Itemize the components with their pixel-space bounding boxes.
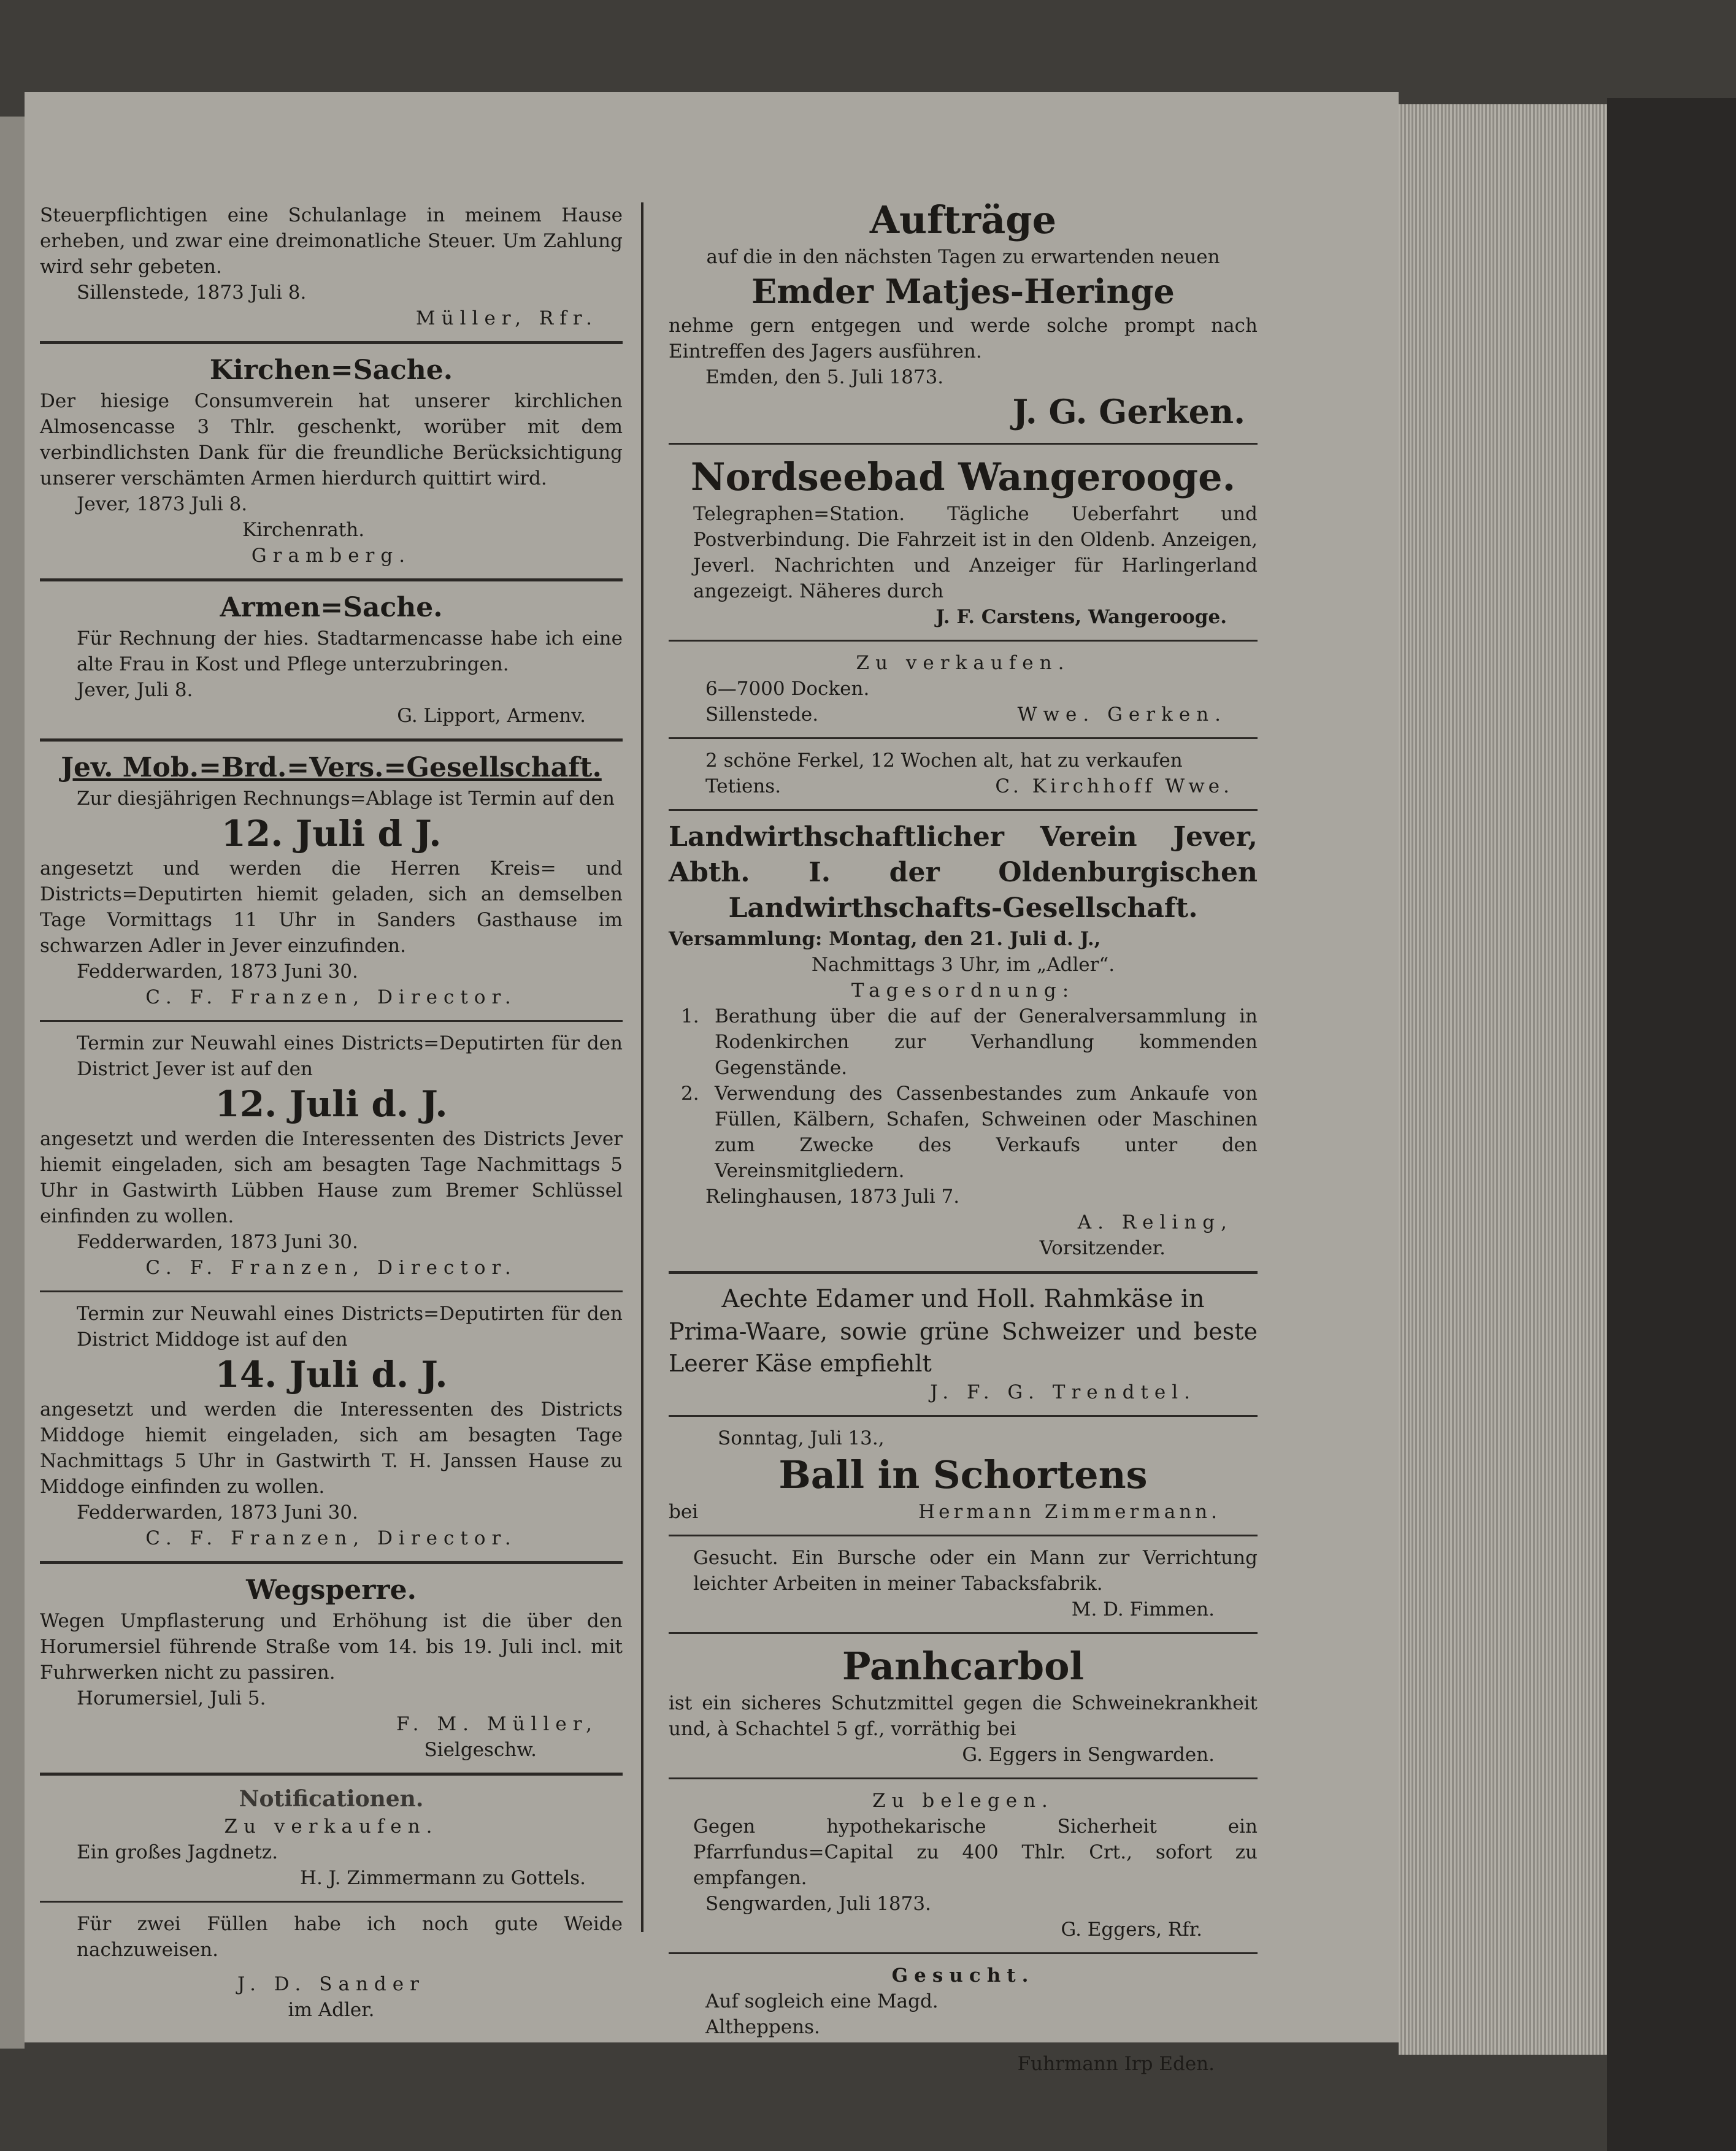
ad-footer: [669, 702, 1258, 727]
meeting-date: 14. Juli d. J.: [215, 1354, 448, 1395]
ad-intro: Termin zur Neuwahl eines Districts=Deputirten für den District Jever ist auf den: [77, 1032, 623, 1080]
ad-footer: [669, 1499, 1258, 1525]
divider: [40, 1020, 623, 1022]
ad-agricultural-society: [669, 816, 1258, 1267]
ad-signature: Wwe. Gerken.: [1017, 704, 1227, 726]
ad-place: Sillenstede.: [705, 704, 819, 726]
ad-place: Relinghausen, 1873 Juli 7.: [705, 1186, 960, 1208]
divider: [40, 1290, 623, 1292]
divider: [669, 737, 1258, 739]
ad-pasture: [40, 1908, 623, 2029]
ad-election-middoge: [40, 1297, 623, 1557]
ad-text: angesetzt und werden die Interessenten des Districts Middoge hiemit eingeladen, sich am besagten Tage Nachmittags 5 Uhr in Gastwirth T. H. Janssen Hause zu Middoge einfinden zu wollen.: [40, 1398, 623, 1498]
right-column: [669, 92, 1258, 2083]
ad-title: Emder Matjes-Heringe: [751, 272, 1175, 311]
divider: [669, 809, 1258, 811]
ad-signature: J. F. G. Trendtel.: [930, 1381, 1196, 1403]
ad-place: Jever, 1873 Juli 8.: [77, 493, 248, 515]
ad-signature: Fuhrmann Irp Eden.: [1017, 2053, 1215, 2075]
book-page-edges: [1399, 104, 1607, 2055]
ad-signature: C. Kirchhoff Wwe.: [995, 775, 1233, 797]
ad-signature: G. Lipport, Armenv.: [397, 705, 586, 727]
ad-signature: J. G. Gerken.: [1012, 392, 1245, 431]
ad-intro: Zur diesjährigen Rechnungs=Ablage ist Termin auf den: [77, 788, 615, 810]
ad-title: Aufträge: [869, 197, 1057, 242]
ad-text: Prima-Waare, sowie grüne Schweizer und beste Leerer Käse empfiehlt: [669, 1318, 1258, 1377]
ad-date: Sonntag, Juli 13.,: [718, 1427, 885, 1449]
ad-title: Wegsperre.: [246, 1574, 417, 1606]
ad-signature: G. Eggers in Sengwarden.: [962, 1744, 1215, 1766]
ad-text: Auf sogleich eine Magd.: [705, 1990, 939, 2012]
ad-title: Kirchen=Sache.: [209, 355, 453, 386]
ad-signature: Kirchenrath.: [242, 519, 365, 541]
ad-text: Gegen hypothekarische Sicherheit ein Pfarrfundus=Capital zu 400 Thlr. Crt., sofort zu empfangen.: [693, 1816, 1258, 1889]
agenda-text: Verwendung des Cassenbestandes zum Ankaufe von Füllen, Kälbern, Schafen, Schweinen oder Maschinen zum Zwecke des Verkaufs unter den Vereinsmitgliedern.: [715, 1083, 1258, 1182]
divider: [669, 1777, 1258, 1779]
ad-text: nehme gern entgegen und werde solche prompt nach Eintreffen des Jagers ausführen.: [669, 315, 1258, 362]
divider: [40, 578, 623, 581]
left-column: [40, 92, 623, 2029]
ad-poor-matter: [40, 586, 623, 735]
ad-text: Der hiesige Consumverein hat unserer kirchlichen Almosencasse 3 Thlr. geschenkt, worüber mit dem verbindlichsten Dank für die freundliche Berücksichtigung unserer verschämten Armen hierdurch quittirt wird.: [40, 390, 623, 489]
ad-signature: Hermann Zimmermann.: [918, 1501, 1221, 1523]
ad-place: Jever, Juli 8.: [77, 679, 193, 701]
facing-page-edge: [0, 117, 25, 2049]
ad-insurance-society: [40, 746, 623, 1016]
ad-signature: Müller, Rfr.: [415, 307, 598, 329]
ad-text: 2 schöne Ferkel, 12 Wochen alt, hat zu verkaufen: [705, 750, 1183, 772]
ad-church-matter: [40, 349, 623, 575]
ad-title: Nordseebad Wangerooge.: [690, 454, 1236, 499]
ad-text: Ein großes Jagdnetz.: [77, 1841, 278, 1863]
ad-text: Steuerpflichtigen eine Schulanlage in meinem Hause erheben, und zwar eine dreimonatliche Steuer. Um Zahlung wird sehr gebeten.: [40, 204, 623, 278]
ad-subtitle: Zu belegen.: [872, 1790, 1054, 1812]
ad-signature: A. Reling,: [1077, 1211, 1233, 1233]
ad-signature: Sielgeschw.: [424, 1739, 537, 1761]
ad-wanted-worker: [669, 1541, 1258, 1628]
divider: [40, 1901, 623, 1903]
ad-title: Jev. Mob.=Brd.=Vers.=Gesellschaft.: [61, 752, 602, 783]
ad-place: Fedderwarden, 1873 Juni 30.: [77, 1231, 358, 1253]
ad-piglets: [669, 744, 1258, 805]
divider: [669, 640, 1258, 642]
ad-signature: C. F. Franzen, Director.: [145, 1527, 517, 1549]
ad-place: Sengwarden, Juli 1873.: [705, 1893, 931, 1915]
ad-signature: F. M. Müller,: [396, 1713, 598, 1735]
ad-text: bei: [669, 1501, 699, 1523]
ad-signature: M. D. Fimmen.: [1071, 1598, 1215, 1620]
ad-place: Tetiens.: [705, 775, 782, 797]
agenda-item: [669, 1003, 1258, 1081]
agenda-number: 1.: [681, 1005, 699, 1027]
ad-subtitle: Zu verkaufen.: [224, 1816, 439, 1838]
ad-subtitle: Zu verkaufen.: [856, 652, 1070, 674]
divider: [40, 341, 623, 344]
ad-election-jever: [40, 1027, 623, 1287]
agenda-item: [669, 1081, 1258, 1184]
ad-title: Armen=Sache.: [220, 592, 443, 623]
ad-signature: G. Eggers, Rfr.: [1061, 1919, 1202, 1941]
agenda-text: Berathung über die auf der Generalversammlung in Rodenkirchen zur Verhandlung kommenden Gegenstände.: [715, 1005, 1258, 1079]
ad-school-tax: [40, 92, 623, 337]
ad-signature: C. F. Franzen, Director.: [145, 1257, 517, 1279]
ad-place: Emden, den 5. Juli 1873.: [705, 366, 944, 388]
divider: [40, 1773, 623, 1776]
divider: [669, 443, 1258, 445]
ad-place: Horumersiel, Juli 5.: [77, 1687, 266, 1709]
divider: [669, 1271, 1258, 1274]
ad-intro: Termin zur Neuwahl eines Districts=Deputirten für den District Middoge ist auf den: [77, 1303, 623, 1351]
ad-text: auf die in den nächsten Tagen zu erwartenden neuen: [706, 246, 1220, 268]
ad-title: Panhcarbol: [842, 1644, 1085, 1689]
divider: [40, 1561, 623, 1564]
ad-wangerooge: [669, 450, 1258, 636]
divider: [669, 1535, 1258, 1536]
ad-place: Sillenstede, 1873 Juli 8.: [77, 282, 307, 304]
ad-title: Ball in Schortens: [778, 1452, 1148, 1497]
ad-text: Wegen Umpflasterung und Erhöhung ist die über den Horumersiel führende Straße vom 14. bis 19. Juli incl. mit Fuhrwerken nicht zu passiren.: [40, 1610, 623, 1684]
ad-place: Fedderwarden, 1873 Juni 30.: [77, 1501, 358, 1524]
meeting-date: 12. Juli d J.: [221, 813, 442, 854]
ad-text: Für Rechnung der hies. Stadtarmencasse habe ich eine alte Frau in Kost und Pflege unterzubringen.: [77, 627, 623, 675]
ad-wanted-maid: [669, 1959, 1258, 2083]
ad-signature: J. D. Sander: [237, 1973, 425, 1995]
ad-signature: J. F. Carstens, Wangerooge.: [935, 606, 1227, 628]
ad-text: Für zwei Füllen habe ich noch gute Weide nachzuweisen.: [77, 1913, 623, 1961]
ad-signature: C. F. Franzen, Director.: [145, 986, 517, 1008]
ad-sale-docken: [669, 646, 1258, 734]
agenda-title: Tagesordnung:: [851, 980, 1075, 1002]
divider: [669, 1632, 1258, 1634]
ad-signature: Gramberg.: [251, 545, 412, 567]
ad-text: 6—7000 Docken.: [705, 678, 870, 700]
column-divider: [641, 202, 643, 1932]
ad-signature: im Adler.: [288, 1999, 375, 2021]
ad-cheese: [669, 1279, 1258, 1411]
ad-ball: [669, 1422, 1258, 1531]
ad-signature: H. J. Zimmermann zu Gottels.: [299, 1867, 586, 1889]
ad-capital-loan: [669, 1784, 1258, 1949]
ad-text: Gesucht. Ein Bursche oder ein Mann zur Verrichtung leichter Arbeiten in meiner Tabacksfabrik.: [693, 1547, 1258, 1595]
ad-notifications: [40, 1781, 623, 1897]
ad-text: Nachmittags 3 Uhr, im „Adler“.: [811, 954, 1115, 976]
ad-signature: Vorsitzender.: [1039, 1237, 1166, 1259]
section-title: Notificationen.: [239, 1786, 424, 1812]
ad-text: angesetzt und werden die Herren Kreis= und Districts=Deputirten hiemit geladen, sich an demselben Tage Vormittags 11 Uhr in Sanders Gasthause im schwarzen Adler in Jever einzufinden.: [40, 857, 623, 957]
ad-footer: [669, 773, 1258, 799]
ad-herring-orders: [669, 92, 1258, 439]
ad-text: Aechte Edamer und Holl. Rahmkäse in: [721, 1285, 1205, 1313]
agenda-number: 2.: [681, 1083, 699, 1105]
ad-text: Telegraphen=Station. Tägliche Ueberfahrt und Postverbindung. Die Fahrzeit ist in den Oldenb. Anzeigen, Jeverl. Nachrichten und Anzeiger für Harlingerland angezeigt. Näheres durch: [693, 503, 1258, 602]
book-cover: [1607, 98, 1736, 2151]
ad-road-closure: [40, 1569, 623, 1769]
divider: [669, 1415, 1258, 1417]
ad-subtitle: Gesucht.: [891, 1965, 1035, 1987]
ad-text: Altheppens.: [705, 2016, 820, 2038]
meeting-date: 12. Juli d. J.: [215, 1083, 448, 1125]
ad-title: Landwirthschaftlicher Verein Jever, Abth. I. der Oldenburgischen Landwirthschafts-Gesellschaft.: [669, 821, 1258, 924]
divider: [669, 1952, 1258, 1954]
ad-panhcarbol: [669, 1639, 1258, 1774]
ad-text: ist ein sicheres Schutzmittel gegen die Schweinekrankheit und, à Schachtel 5 gf., vorräthig bei: [669, 1692, 1258, 1740]
ad-text: angesetzt und werden die Interessenten des Districts Jever hiemit eingeladen, sich am besagten Tage Nachmittags 5 Uhr in Gastwirth Lübben Hause zum Bremer Schlüssel einfinden zu wollen.: [40, 1128, 623, 1227]
divider: [40, 738, 623, 742]
ad-text: Versammlung: Montag, den 21. Juli d. J.,: [669, 928, 1101, 950]
ad-place: Fedderwarden, 1873 Juni 30.: [77, 960, 358, 983]
